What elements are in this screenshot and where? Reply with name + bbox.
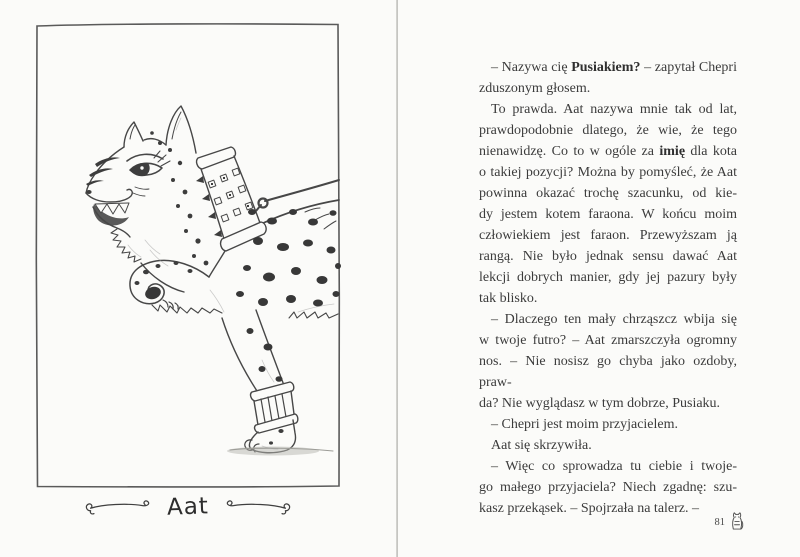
text-line: tak blisko. <box>479 291 538 306</box>
cat-teeth <box>95 203 129 214</box>
text-line: dy jestem kotem faraona. W końcu moim <box>479 207 737 222</box>
cat-ear-big <box>166 106 196 153</box>
text-line: o takiej pozycji? Można by pomyśleć, że Aat <box>479 165 737 180</box>
text-line: – Nazywa cię Pusiakiem? – zapytał Chepri <box>491 60 737 75</box>
right-page <box>400 0 800 557</box>
body-text <box>479 57 737 519</box>
text-line: – Chepri jest moim przyjacielem. <box>491 417 679 432</box>
text-line: kasz przekąsek. – Spojrzała na talerz. – <box>479 501 700 516</box>
caption-flourish-left <box>84 498 154 516</box>
cat-drawing <box>86 106 341 456</box>
text-line: rangą. Nie było jednak sensu dawać Aat <box>479 249 737 264</box>
page-footer <box>715 509 745 532</box>
text-line: człowiekiem jest faraon. Przewyższam ją <box>479 228 737 243</box>
leash-line <box>265 180 339 201</box>
curled-paw <box>130 260 222 313</box>
page-gutter <box>396 0 398 557</box>
front-leg <box>222 310 298 453</box>
text-line: – Dlaczego ten mały chrząszcz wbija się <box>491 312 737 327</box>
text-line: da? Nie wyglądasz w tym dobrze, Pusiaku. <box>479 396 721 411</box>
illustration-caption <box>50 490 326 524</box>
caption-text: Aat <box>166 492 210 521</box>
text-line: powinna okazać trochę szacunku, od kie- <box>479 186 737 201</box>
seated-cat-icon <box>729 509 744 532</box>
text-line: – Więc co sprowadza tu ciebie i twoje- <box>491 459 737 474</box>
text-line: go małego przyjaciela? Niech zgadnę: szu- <box>479 480 737 495</box>
page-number: 81 <box>714 516 725 528</box>
text-line: lekcji dobrych manier, gdy jej pazury były <box>479 270 737 285</box>
cat-ear-small <box>124 122 143 147</box>
left-page <box>0 0 396 557</box>
text-line: To prawda. Aat nazywa mnie tak od lat, <box>491 102 737 117</box>
text-line: nienawidzę. Co to w ogóle za imię dla kota <box>479 144 737 159</box>
caption-flourish-right <box>222 498 292 516</box>
text-line: zduszonym głosem. <box>479 81 591 96</box>
text-line: Aat się skrzywiła. <box>491 438 592 453</box>
text-line: prawdopodobnie dlatego, że wie, że tego <box>479 123 737 138</box>
studded-collar <box>196 147 268 251</box>
text-line: w twoje futro? – Aat zmarszczyła ogromny <box>479 333 737 348</box>
text-line: nos. – Nie nosisz go chyba jako ozdoby, praw- <box>479 354 737 390</box>
